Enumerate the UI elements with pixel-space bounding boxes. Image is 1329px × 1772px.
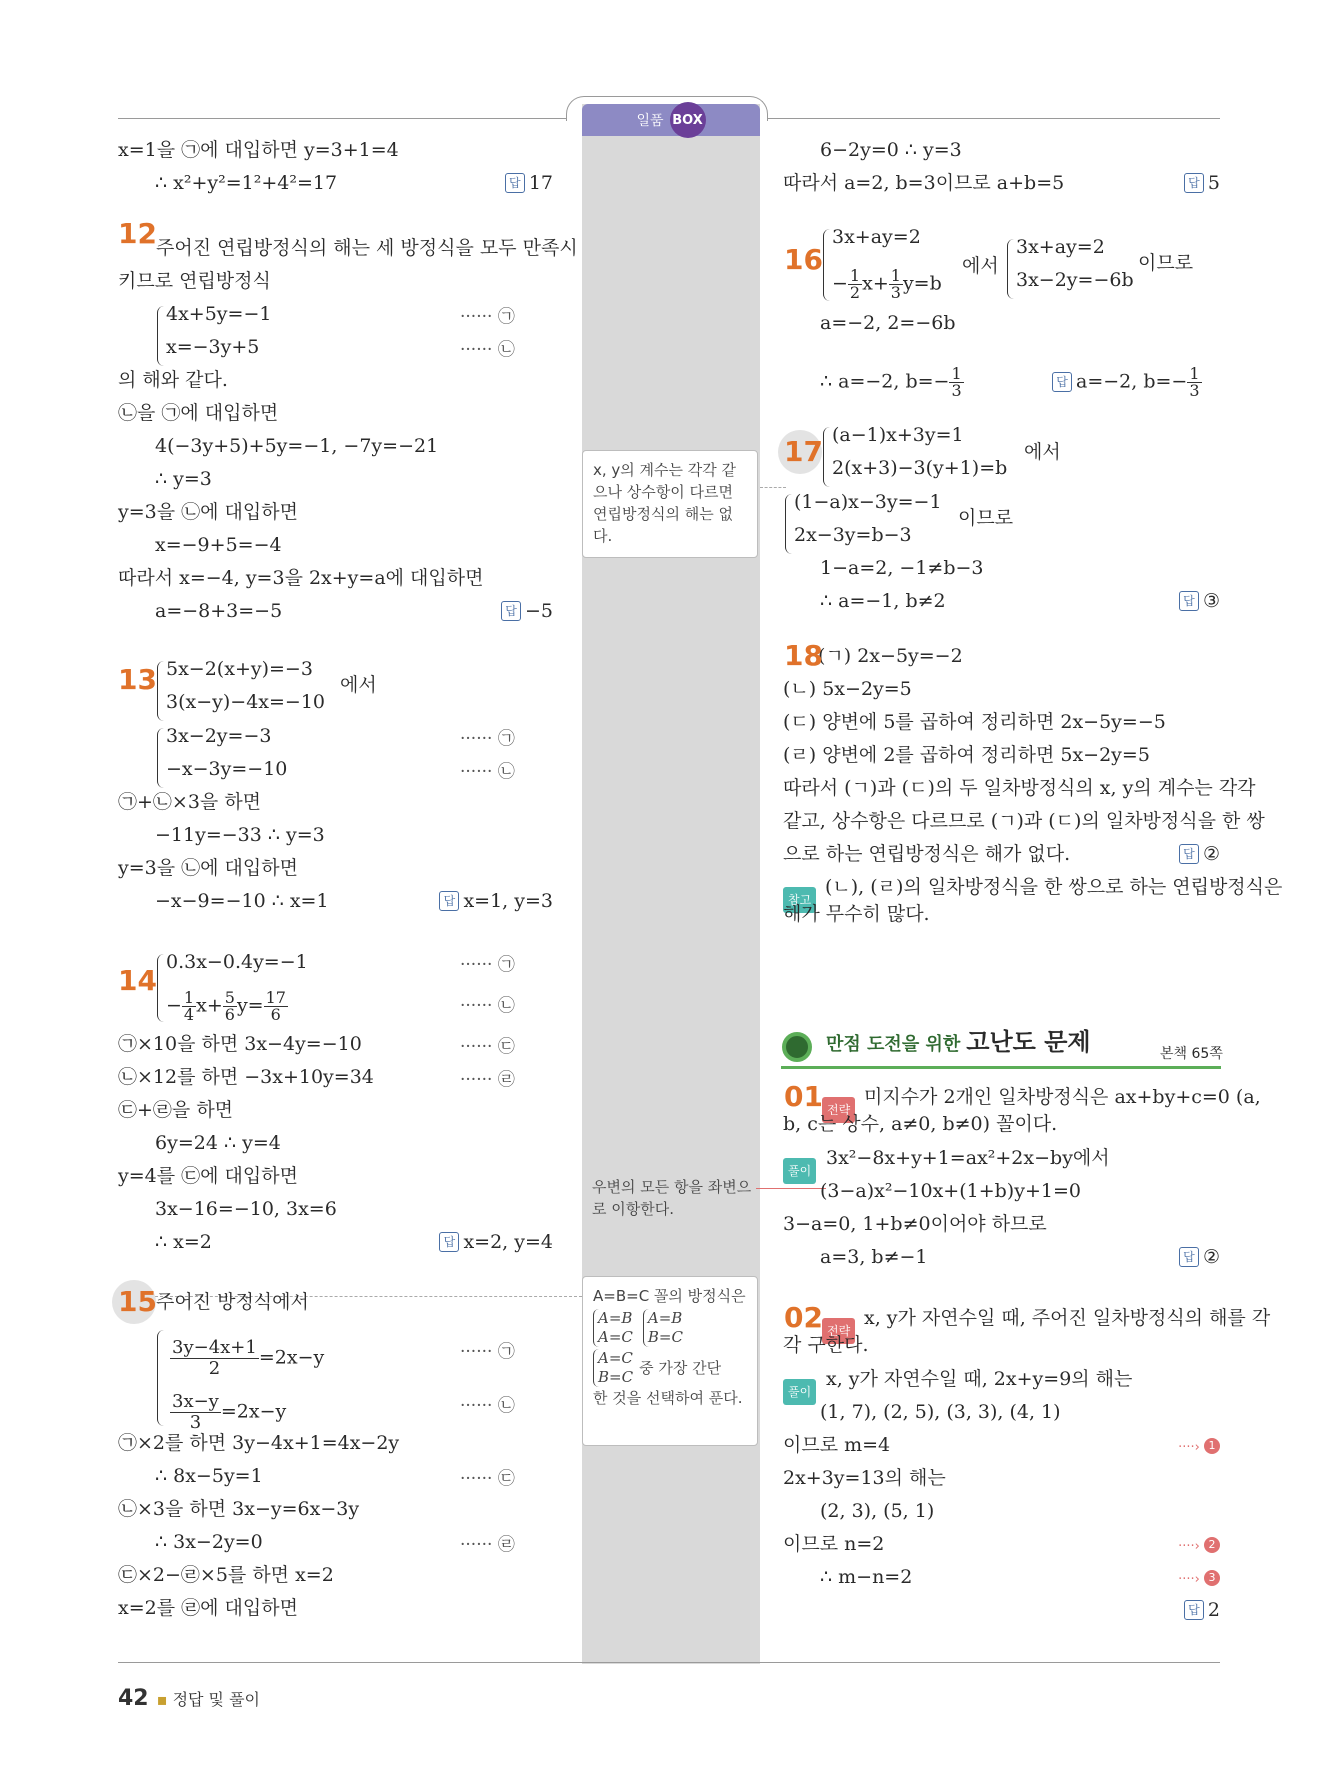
marker-dots: ······ ㉠ — [460, 1342, 515, 1362]
brace-17b — [785, 494, 792, 554]
left-line: 3x−2y=−3 — [166, 725, 272, 747]
problem-number: 12 — [118, 217, 157, 250]
brace-15 — [157, 1330, 164, 1426]
step-marker: ····› 2 — [1178, 1532, 1220, 1559]
answer: 답 ② — [1179, 1245, 1220, 1269]
left-line: ㉢×2−㉣×5를 하면 x=2 — [118, 1564, 334, 1586]
right-line: 2x−3y=b−3 — [794, 524, 912, 546]
right-line: 3x−2y=−6b — [1016, 269, 1134, 291]
note-15: A=B=C 꼴의 방정식은 A=B A=C A=B B=C A=C B=C 중 가장 간단 한 것을 선택하여 푼다. — [582, 1276, 758, 1446]
brace-13a — [157, 661, 164, 721]
right-line: 3−a=0, 1+b≠0이어야 하므로 — [783, 1213, 1047, 1235]
footer-title: 정답 및 풀이 — [172, 1690, 261, 1709]
answer: 답 ② — [1179, 842, 1220, 866]
answer: 답 x=1, y=3 — [439, 889, 553, 913]
right-line: x, y가 자연수일 때, 2x+y=9의 해는 — [826, 1368, 1133, 1390]
p15-eq2: $\frac{3x-y}{3}$ =2x−y — [172, 1391, 287, 1433]
marker-dots: ······ ㉢ — [460, 1469, 515, 1489]
left-line: ∴ x²+y²=1²+4²=17 — [155, 172, 338, 194]
problem-number: 18 — [784, 639, 823, 672]
answer: 답 5 — [1184, 171, 1220, 195]
p16-answer: 답 a=−2, b=− $\frac{1}{3}$ — [1052, 366, 1202, 399]
left-line: 4(−3y+5)+5y=−1, −7y=−21 — [155, 435, 439, 457]
tag-strategy-02: 전략 — [822, 1318, 859, 1344]
marker-dots: ······ ㉢ — [460, 1037, 515, 1057]
problem-number: 16 — [784, 243, 823, 276]
note-01: 우변의 모든 항을 좌변으로 이항한다. — [592, 1178, 752, 1218]
brace-12 — [157, 306, 164, 366]
right-line: 2x+3y=13의 해는 — [783, 1467, 946, 1489]
footer: 42 ▪ 정답 및 풀이 — [118, 1686, 261, 1711]
right-line: (ㄴ), (ㄹ)의 일차방정식을 한 쌍으로 하는 연립방정식은 — [825, 876, 1283, 898]
right-line: (ㄴ) 5x−2y=5 — [783, 678, 912, 700]
left-line: 주어진 연립방정식의 해는 세 방정식을 모두 만족시 — [156, 237, 578, 259]
right-line: a=−2, 2=−6b — [820, 312, 956, 334]
right-line: 따라서 a=2, b=3이므로 a+b=5 — [783, 172, 1065, 194]
right-line: (3−a)x²−10x+(1+b)y+1=0 — [820, 1180, 1081, 1202]
problem-number: 17 — [784, 435, 823, 468]
right-line: 3x+ay=2 — [832, 226, 921, 248]
problem-number: 15 — [118, 1285, 157, 1318]
right-line: (ㄱ) 2x−5y=−2 — [818, 645, 963, 667]
left-line: ∴ x=2 — [155, 1231, 212, 1253]
box-label: 일품 — [636, 113, 664, 129]
section-title: 만점 도전을 위한 고난도 문제 — [826, 1028, 1091, 1056]
marker-dots: ······ ㉠ — [460, 307, 515, 327]
left-line: ㉡×3을 하면 3x−y=6x−3y — [118, 1498, 360, 1520]
right-line: 3x+ay=2 — [1016, 236, 1105, 258]
tag-ref-18: 참고 — [783, 887, 820, 913]
section-dot-icon — [782, 1032, 812, 1062]
p16-result: ∴ a=−2, b=− $\frac{1}{3}$ — [820, 364, 962, 400]
brace-14 — [157, 954, 164, 1022]
right-line: (1, 7), (2, 5), (3, 3), (4, 1) — [820, 1401, 1061, 1423]
answer: 답 x=2, y=4 — [439, 1230, 553, 1254]
p15-eq1: $\frac{3y-4x+1}{2}$ =2x−y — [172, 1337, 325, 1379]
left-line: 4x+5y=−1 — [166, 303, 272, 325]
right-line: 각 구한다. — [783, 1334, 869, 1356]
brace-13b — [157, 728, 164, 788]
left-line: 따라서 x=−4, y=3을 2x+y=a에 대입하면 — [118, 567, 484, 589]
marker-dots: ······ ㉣ — [460, 1535, 515, 1555]
right-line: 해가 무수히 많다. — [783, 903, 930, 925]
left-line: 에서 — [340, 674, 377, 696]
left-line: x=1을 ㉠에 대입하면 y=3+1=4 — [118, 139, 399, 161]
left-line: −x−9=−10 ∴ x=1 — [155, 890, 329, 912]
left-line: y=3을 ㉡에 대입하면 — [118, 857, 298, 879]
left-line: 6y=24 ∴ y=4 — [155, 1132, 281, 1154]
answer: 답 ③ — [1179, 589, 1220, 613]
left-line: 주어진 방정식에서 — [156, 1291, 309, 1313]
left-line: ∴ 8x−5y=1 — [155, 1465, 263, 1487]
left-line: −11y=−33 ∴ y=3 — [155, 824, 325, 846]
left-line: 5x−2(x+y)=−3 — [166, 658, 313, 680]
right-line: 따라서 (ㄱ)과 (ㄷ)의 두 일차방정식의 x, y의 계수는 각각 — [783, 777, 1256, 799]
step-marker: ····› 3 — [1178, 1565, 1220, 1592]
problem-number: 01 — [784, 1080, 823, 1113]
right-line: 2(x+3)−3(y+1)=b — [832, 457, 1008, 479]
marker-dots: ······ ㉡ — [460, 762, 515, 782]
right-line: 에서 — [962, 255, 999, 277]
footer-rule — [118, 1662, 1220, 1663]
left-line: ㉠×10을 하면 3x−4y=−10 — [118, 1033, 362, 1055]
left-line: 의 해와 같다. — [118, 369, 228, 391]
right-line: (ㄹ) 양변에 2를 곱하여 정리하면 5x−2y=5 — [783, 744, 1150, 766]
left-line: 3(x−y)−4x=−10 — [166, 691, 326, 713]
box-header — [582, 104, 760, 136]
right-line: 에서 — [1024, 441, 1061, 463]
left-line: ㉢+㉣을 하면 — [118, 1099, 234, 1121]
problem-number: 14 — [118, 964, 157, 997]
marker-dots: ······ ㉠ — [460, 729, 515, 749]
section-ref: 본책 65쪽 — [1160, 1046, 1223, 1062]
right-line: 으로 하는 연립방정식은 해가 없다. — [783, 843, 1071, 865]
answer: 답 2 — [1184, 1598, 1220, 1622]
step-marker: ····› 1 — [1178, 1433, 1220, 1460]
left-line: x=−9+5=−4 — [155, 534, 282, 556]
note-15-line1: A=B=C 꼴의 방정식은 — [593, 1287, 746, 1305]
right-line: 이므로 — [1138, 252, 1194, 274]
brace-16a — [823, 229, 830, 301]
marker-dots: ······ ㉣ — [460, 1070, 515, 1090]
p16-eq2: − $\frac{1}{2}$ x+ $\frac{1}{3}$ y=b — [832, 266, 942, 302]
right-line: 이므로 m=4 — [783, 1434, 891, 1456]
right-line: 같고, 상수항은 다르므로 (ㄱ)과 (ㄷ)의 일차방정식을 한 쌍 — [783, 810, 1265, 832]
note-17-leader — [760, 487, 786, 488]
marker-dots: ······ ㉡ — [460, 996, 515, 1016]
tag-solution-01: 풀이 — [783, 1158, 820, 1184]
left-line: 0.3x−0.4y=−1 — [166, 951, 308, 973]
right-line: 이므로 n=2 — [783, 1533, 885, 1555]
left-line: a=−8+3=−5 — [155, 600, 283, 622]
problem-number: 02 — [784, 1301, 823, 1334]
left-line: 3x−16=−10, 3x=6 — [155, 1198, 337, 1220]
box-badge: BOX — [670, 102, 706, 138]
left-line: ㉡×12를 하면 −3x+10y=34 — [118, 1066, 374, 1088]
right-line: (a−1)x+3y=1 — [832, 424, 964, 446]
right-line: 이므로 — [958, 507, 1014, 529]
brace-17a — [823, 427, 830, 487]
right-line: ∴ m−n=2 — [820, 1566, 913, 1588]
left-line: ∴ 3x−2y=0 — [155, 1531, 263, 1553]
right-line: ∴ a=−1, b≠2 — [820, 590, 946, 612]
left-line: y=3을 ㉡에 대입하면 — [118, 501, 298, 523]
marker-dots: ······ ㉠ — [460, 955, 515, 975]
left-line: −x−3y=−10 — [166, 758, 288, 780]
left-line: ∴ y=3 — [155, 468, 212, 490]
left-line: ㉡을 ㉠에 대입하면 — [118, 402, 279, 424]
answer: 답 17 — [505, 171, 553, 195]
right-line: (ㄷ) 양변에 5를 곱하여 정리하면 2x−5y=−5 — [783, 711, 1166, 733]
top-rule-left — [118, 118, 568, 119]
right-line: a=3, b≠−1 — [820, 1246, 928, 1268]
top-rule-right — [764, 118, 1220, 119]
left-line: x=−3y+5 — [166, 336, 260, 358]
right-line: b, c는 상수, a≠0, b≠0) 꼴이다. — [783, 1113, 1058, 1135]
brace-16b — [1007, 239, 1014, 299]
tag-strategy-01: 전략 — [822, 1097, 859, 1123]
answer: 답 −5 — [501, 599, 553, 623]
right-line: 3x²−8x+y+1=ax²+2x−by에서 — [826, 1147, 1110, 1169]
right-line: 6−2y=0 ∴ y=3 — [820, 139, 962, 161]
tag-solution-02: 풀이 — [783, 1379, 820, 1405]
right-line: x, y가 자연수일 때, 주어진 일차방정식의 해를 각 — [864, 1307, 1271, 1329]
left-line: 키므로 연립방정식 — [118, 270, 271, 292]
marker-dots: ······ ㉡ — [460, 1396, 515, 1416]
note-15-line4: 한 것을 선택하여 푼다. — [593, 1389, 743, 1407]
note-17: x, y의 계수는 각각 같으나 상수항이 다르면 연립방정식의 해는 없다. — [582, 450, 758, 558]
p14-eq2: − $\frac{1}{4}$ x+ $\frac{5}{6}$ y= $\frac{17}{6}$ — [166, 988, 286, 1024]
right-line: (2, 3), (5, 1) — [820, 1500, 935, 1522]
right-line: (1−a)x−3y=−1 — [794, 491, 942, 513]
problem-number: 13 — [118, 663, 157, 696]
marker-dots: ······ ㉡ — [460, 340, 515, 360]
left-line: x=2를 ㉣에 대입하면 — [118, 1597, 298, 1619]
left-line: y=4를 ㉢에 대입하면 — [118, 1165, 298, 1187]
right-line: 미지수가 2개인 일차방정식은 ax+by+c=0 (a, — [864, 1086, 1261, 1108]
note-01-leader — [756, 1188, 826, 1189]
right-line: 1−a=2, −1≠b−3 — [820, 557, 984, 579]
left-line: ㉠+㉡×3을 하면 — [118, 791, 262, 813]
left-line: ㉠×2를 하면 3y−4x+1=4x−2y — [118, 1432, 400, 1454]
page-number: 42 — [118, 1686, 149, 1711]
